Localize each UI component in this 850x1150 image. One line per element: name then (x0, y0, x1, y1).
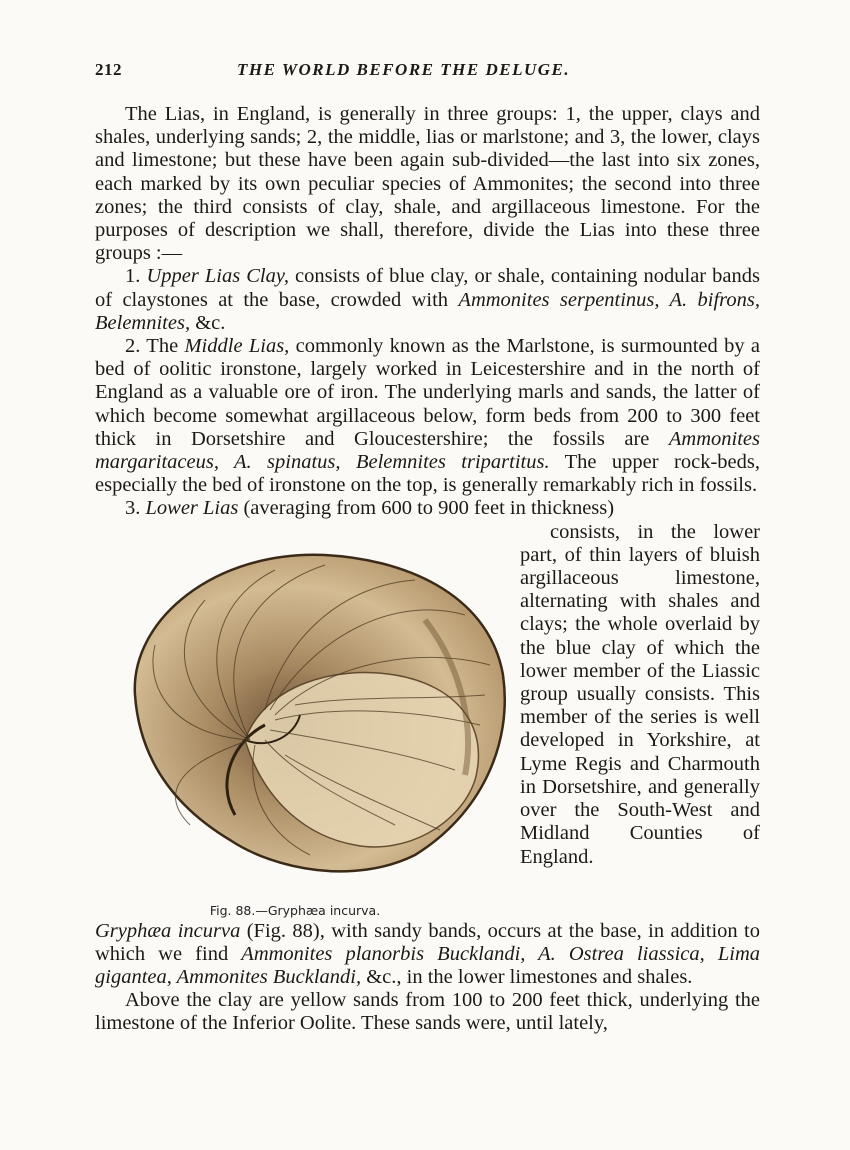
paragraph-lower-lias-intro (95, 497, 760, 520)
paragraph-upper-lias (95, 265, 760, 335)
page-header (95, 60, 760, 86)
paragraph-text: (Fig. 88), with sandy bands, occurs at the base, in addition to which we find (95, 919, 760, 965)
species-names: Ammonites margaritaceus, A. spinatus, Belemnites tripartitus. (95, 427, 760, 474)
paragraph-gryphaea (95, 920, 760, 990)
figure-caption: Fig. 88.—Gryphæa incurva. (209, 902, 381, 918)
paragraph-text: The upper rock-beds, especially the bed of ironstone on the top, is generally remarkably rich in fossils. (95, 451, 760, 497)
paragraph-intro: The Lias, in England, is generally in three groups: 1, the upper, clays and shales, underlying sands; 2, the middle, lias or marlstone; and 3, the lower, clays and limestone; but these have been again sub-divided—the last into six zones, each marked by its own peculiar species of Ammonites; the second into three zones; the third consists of clay, shale, and argillaceous limestone. For the purposes of description we shall, therefore, divide the Lias into these three groups :— (95, 103, 760, 265)
figure-gryphaea (95, 525, 520, 920)
list-number: 1. (125, 265, 141, 288)
species-names: Ammonites planorbis Bucklandi, A. Ostrea liassica, Lima gigantea, Ammonites Bucklandi, (95, 942, 760, 989)
paragraph-text: &c. (190, 311, 226, 334)
section-title: Lower Lias (145, 497, 239, 520)
page-number: 212 (95, 60, 122, 79)
paragraph-text: &c., in the lower limestones and shales. (361, 966, 693, 989)
paragraph-lower-lias-text: consists, in the lower part, of thin layers of bluish argillaceous limestone, alternating with shales and clays; the whole overlaid by the blue clay of which the lower member of the Liassic group usually consists. This member of the series is well developed in Yorkshire, at Lyme Regis and Charmouth in Dorsetshire, and generally over the South-West and Midland Counties of England. (520, 520, 760, 868)
page-body (95, 103, 760, 1036)
paragraph-middle-lias (95, 335, 760, 497)
list-number: 2. (125, 335, 141, 358)
paragraph-text: commonly known as the Marlstone, is surmounted by a bed of oolitic ironstone, largely worked in Leicestershire and in the north of England as a valuable ore of iron. The underlying marls and sands, the latter of which become somewhat argillaceous below, form beds from 200 to 300 feet thick in Dorsetshire and Gloucestershire; the fossils are (95, 335, 760, 450)
species-names: Ammonites serpentinus, A. bifrons, Belemnites, (95, 288, 760, 334)
list-number: 3. (125, 497, 141, 520)
section-title: Middle Lias, (184, 335, 290, 358)
paragraph-text: The (140, 335, 185, 358)
species-name: Gryphæa incurva (95, 919, 241, 942)
paragraph-sands: Above the clay are yellow sands from 100 to 200 feet thick, underlying the limestone of the Inferior Oolite. These sands were, until lately, (95, 989, 760, 1035)
running-title: THE WORLD BEFORE THE DELUGE. (237, 60, 571, 79)
paragraph-text: (averaging from 600 to 900 feet in thickness) (238, 497, 615, 520)
gryphaea-shell-illustration (95, 525, 520, 895)
section-title: Upper Lias Clay, (146, 265, 289, 288)
paragraph-text: consists of blue clay, or shale, containing nodular bands of claystones at the base, crowded with (95, 265, 760, 311)
